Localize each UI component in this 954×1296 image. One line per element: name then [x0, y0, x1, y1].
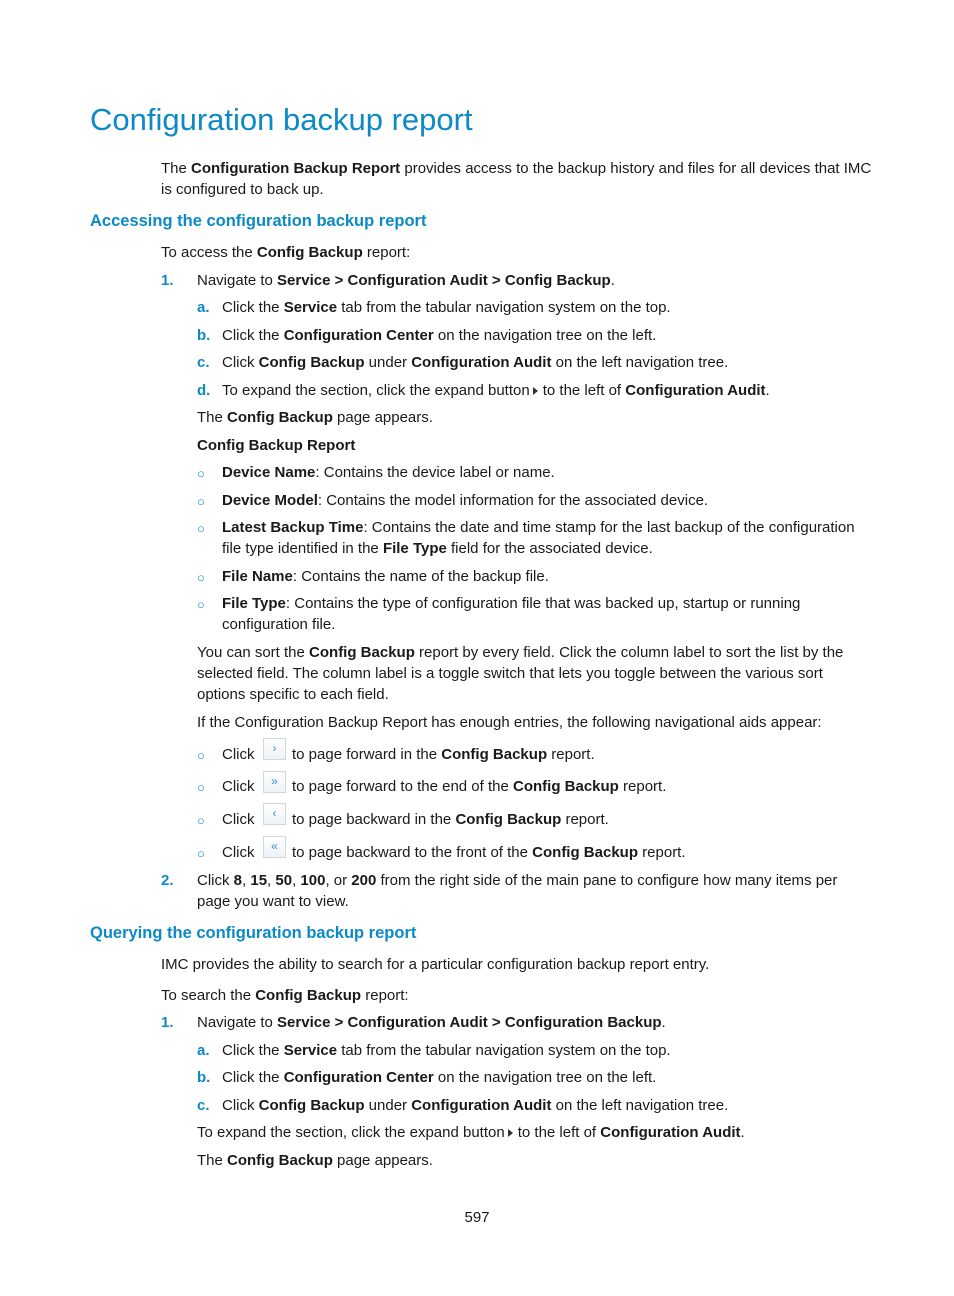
page-appears-text: The Config Backup page appears.	[197, 1152, 433, 1169]
substep-marker: c.	[197, 1097, 210, 1114]
nav-click-label: Click	[222, 746, 255, 763]
bullet-icon: ○	[197, 466, 205, 481]
query-paragraph: IMC provides the ability to search for a particular configuration backup report entry.	[161, 956, 710, 973]
intro-paragraph: The Configuration Backup Report provides access to the backup history and files for all devices that IMC	[161, 160, 872, 177]
bullet-icon: ○	[197, 494, 205, 509]
nav-click-label: Click	[222, 811, 255, 828]
substep-marker: d.	[197, 382, 211, 399]
bullet-icon: ○	[197, 748, 205, 763]
field-device-model: Device Model: Contains the model information for the associated device.	[222, 492, 709, 509]
report-label: Config Backup Report	[197, 437, 356, 454]
step-page-size-line2: page you want to view.	[197, 893, 349, 910]
expand-text: To expand the section, click the expand button to the left of Configuration Audit.	[197, 1124, 745, 1141]
bullet-icon: ○	[197, 521, 205, 536]
field-device-name: Device Name: Contains the device label or name.	[222, 464, 555, 481]
expand-arrow-icon	[533, 387, 538, 395]
field-file-type: File Type: Contains the type of configuration file that was backed up, startup or running	[222, 595, 801, 612]
substep-expand: To expand the section, click the expand button to the left of Configuration Audit.	[222, 382, 770, 399]
substep-configuration-center: Click the Configuration Center on the navigation tree on the left.	[222, 327, 657, 344]
step-page-size: Click 8, 15, 50, 100, or 200 from the right side of the main pane to configure how many items per	[197, 872, 838, 889]
expand-arrow-icon	[508, 1129, 513, 1137]
bullet-icon: ○	[197, 570, 205, 585]
substep-config-backup: Click Config Backup under Configuration Audit on the left navigation tree.	[222, 354, 729, 371]
nav-page-end-text: to page forward to the end of the Config Backup report.	[292, 778, 667, 795]
sort-paragraph-line3: options specific to each field.	[197, 686, 389, 703]
section-heading-querying: Querying the configuration backup report	[90, 924, 417, 942]
step-number: 2.	[161, 872, 174, 889]
sort-paragraph: You can sort the Config Backup report by every field. Click the column label to sort the list by the	[197, 644, 844, 661]
step-navigate: Navigate to Service > Configuration Audit > Config Backup.	[197, 272, 615, 289]
substep-config-backup: Click Config Backup under Configuration Audit on the left navigation tree.	[222, 1097, 729, 1114]
substep-marker: a.	[197, 299, 210, 316]
bullet-icon: ○	[197, 780, 205, 795]
bullet-icon: ○	[197, 846, 205, 861]
substep-service-tab: Click the Service tab from the tabular navigation system on the top.	[222, 1042, 671, 1059]
substep-service-tab: Click the Service tab from the tabular navigation system on the top.	[222, 299, 671, 316]
page-forward-icon: ›	[263, 738, 286, 760]
page-backward-icon: ‹	[263, 803, 286, 825]
procedure-lead: To access the Config Backup report:	[161, 244, 411, 261]
intro-paragraph-line2: is configured to back up.	[161, 181, 324, 198]
substep-configuration-center: Click the Configuration Center on the navigation tree on the left.	[222, 1069, 657, 1086]
nav-page-front-text: to page backward to the front of the Config Backup report.	[292, 844, 686, 861]
substep-marker: b.	[197, 1069, 211, 1086]
substep-marker: a.	[197, 1042, 210, 1059]
substep-marker: c.	[197, 354, 210, 371]
nav-click-label: Click	[222, 844, 255, 861]
procedure-lead: To search the Config Backup report:	[161, 987, 409, 1004]
sort-paragraph-line2: selected field. The column label is a toggle switch that lets you toggle between the various sort	[197, 665, 823, 682]
step-number: 1.	[161, 1014, 174, 1031]
field-file-name: File Name: Contains the name of the backup file.	[222, 568, 549, 585]
bullet-icon: ○	[197, 813, 205, 828]
field-file-type-line2: configuration file.	[222, 616, 336, 633]
bullet-icon: ○	[197, 597, 205, 612]
page-last-icon: »	[263, 771, 286, 793]
nav-aids-paragraph: If the Configuration Backup Report has enough entries, the following navigational aids appear:	[197, 714, 822, 731]
field-latest-backup-time-line2: file type identified in the File Type field for the associated device.	[222, 540, 653, 557]
step-navigate: Navigate to Service > Configuration Audit > Configuration Backup.	[197, 1014, 666, 1031]
step-number: 1.	[161, 272, 174, 289]
page-appears-text: The Config Backup page appears.	[197, 409, 433, 426]
page-first-icon: «	[263, 836, 286, 858]
nav-page-backward-text: to page backward in the Config Backup report.	[292, 811, 609, 828]
page-number: 597	[464, 1209, 490, 1226]
field-latest-backup-time: Latest Backup Time: Contains the date and time stamp for the last backup of the configuration	[222, 519, 855, 536]
nav-click-label: Click	[222, 778, 255, 795]
substep-marker: b.	[197, 327, 211, 344]
section-heading-accessing: Accessing the configuration backup report	[90, 212, 427, 230]
page-title: Configuration backup report	[90, 102, 473, 137]
nav-page-forward-text: to page forward in the Config Backup report.	[292, 746, 595, 763]
